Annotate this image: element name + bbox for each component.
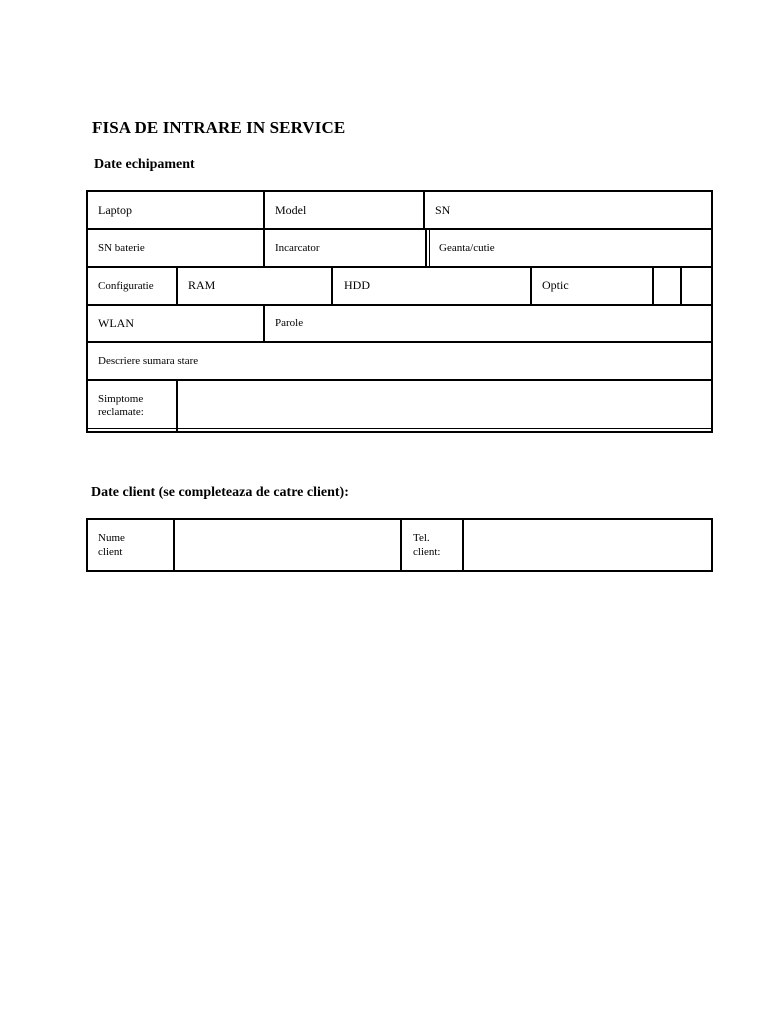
column-separator [652, 266, 654, 306]
column-separator [425, 228, 427, 268]
row-separator [86, 228, 713, 230]
column-separator [423, 190, 425, 230]
charger-label: Incarcator [275, 242, 320, 254]
ram-label: RAM [188, 278, 216, 292]
column-separator [680, 266, 682, 306]
column-separator-double [429, 228, 430, 268]
hdd-label: HDD [344, 278, 370, 292]
client-phone-label-line1: Tel. [413, 532, 430, 544]
row-separator [86, 379, 713, 381]
column-separator [331, 266, 333, 306]
column-separator [173, 518, 175, 572]
client-name-label-line1: Nume [98, 532, 125, 544]
bag-label: Geanta/cutie [439, 242, 495, 254]
document-title: FISA DE INTRARE IN SERVICE [92, 118, 346, 137]
column-separator [530, 266, 532, 306]
equipment-section-heading: Date echipament [94, 157, 195, 172]
passwords-label: Parole [275, 317, 304, 329]
sn-label: SN [435, 203, 451, 217]
row-separator [86, 341, 713, 343]
wlan-label: WLAN [98, 316, 134, 330]
client-phone-label-line2: client: [413, 546, 441, 558]
client-section-heading: Date client (se completeaza de catre client): [91, 485, 349, 500]
status-description-label: Descriere sumara stare [98, 355, 199, 367]
column-separator [176, 379, 178, 432]
column-separator [263, 304, 265, 343]
client-name-label-line2: client [98, 546, 123, 558]
column-separator [400, 518, 402, 572]
configuration-label: Configuratie [98, 280, 154, 292]
column-separator [176, 266, 178, 306]
column-separator [263, 190, 265, 230]
table-bottom-double-line [86, 428, 713, 429]
row-separator [86, 304, 713, 306]
equipment-table-border [86, 190, 713, 433]
symptoms-label-line1: Simptome [98, 393, 144, 405]
row-separator [86, 266, 713, 268]
sn-battery-label: SN baterie [98, 242, 145, 254]
column-separator [263, 228, 265, 268]
laptop-label: Laptop [98, 203, 132, 217]
model-label: Model [275, 203, 307, 217]
column-separator [462, 518, 464, 572]
symptoms-label-line2: reclamate: [98, 406, 144, 418]
optic-label: Optic [542, 278, 569, 292]
